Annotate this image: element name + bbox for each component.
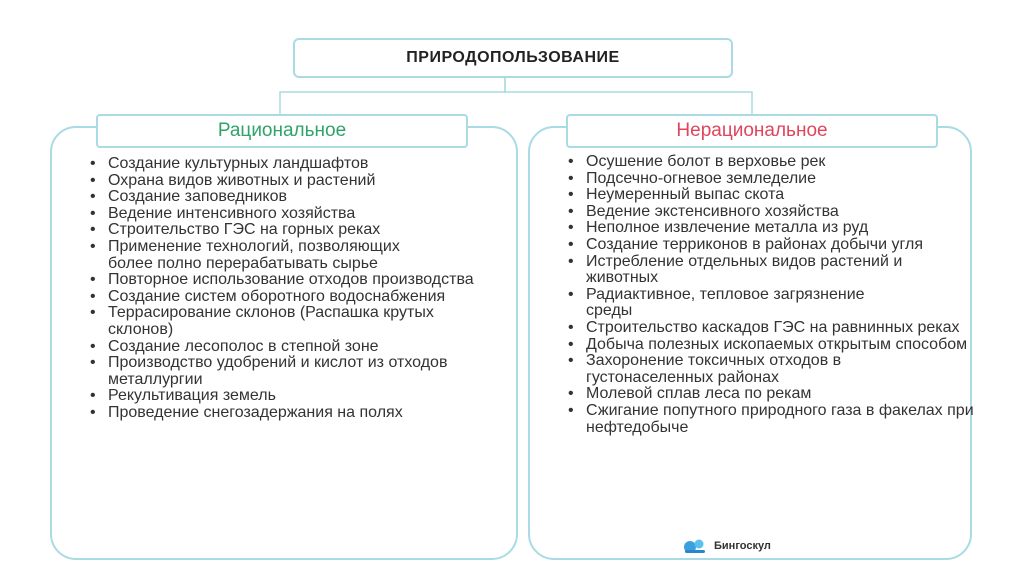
irrational-item: • Создание терриконов в районах добычи угля bbox=[562, 237, 966, 254]
rational-list bbox=[84, 156, 514, 422]
irrational-item: • Сжигание попутного природного газа в факелах при нефтедобыче bbox=[562, 403, 976, 436]
irrational-list bbox=[562, 153, 974, 436]
rational-item: • Применение технологий, позволяющих более полно перерабатывать сырье bbox=[84, 239, 438, 272]
rational-item: • Охрана видов животных и растений bbox=[84, 173, 408, 190]
rational-item: • Создание лесополос в степной зоне bbox=[84, 339, 488, 356]
connector-to-irrational bbox=[505, 78, 752, 114]
irrational-item: • Захоронение токсичных отходов в густонаселенных районах bbox=[562, 353, 966, 386]
bingoskul-logo-icon bbox=[682, 538, 708, 554]
irrational-item: • Ведение экстенсивного хозяйства bbox=[562, 204, 896, 221]
rational-item: • Повторное использование отходов производства bbox=[84, 272, 514, 289]
irrational-item: • Осушение болот в верховье рек bbox=[562, 154, 966, 171]
rational-item: • Строительство ГЭС на горных реках bbox=[84, 222, 468, 239]
irrational-item: • Молевой сплав леса по рекам bbox=[562, 386, 966, 403]
irrational-item: • Строительство каскадов ГЭС на равнинных реках bbox=[562, 320, 966, 337]
irrational-item: • Добыча полезных ископаемых открытым способом bbox=[562, 337, 971, 354]
diagram-title: ПРИРОДОПОЛЬЗОВАНИЕ bbox=[293, 38, 733, 78]
rational-item: • Проведение снегозадержания на полях bbox=[84, 405, 508, 422]
irrational-item: • Радиактивное, тепловое загрязнение среды bbox=[562, 287, 906, 320]
brand-watermark bbox=[682, 538, 771, 554]
rational-item: • Создание заповедников bbox=[84, 189, 514, 206]
rational-item: • Рекультивация земель bbox=[84, 388, 514, 405]
rational-heading: Рациональное bbox=[96, 114, 468, 148]
irrational-item: • Неумеренный выпас скота bbox=[562, 187, 966, 204]
irrational-heading: Нерациональное bbox=[566, 114, 938, 148]
connector-to-rational bbox=[280, 78, 505, 114]
brand-name: Бингоскул bbox=[714, 540, 771, 552]
rational-item: • Создание культурных ландшафтов bbox=[84, 156, 514, 173]
irrational-item: • Подсечно-огневое земледелие bbox=[562, 171, 966, 188]
rational-item: • Производство удобрений и кислот из отходов металлургии bbox=[84, 355, 514, 388]
rational-item: • Террасирование склонов (Распашка крутых склонов) bbox=[84, 305, 438, 338]
rational-item: • Ведение интенсивного хозяйства bbox=[84, 206, 514, 223]
irrational-item: • Неполное извлечение металла из руд bbox=[562, 220, 976, 237]
rational-item: • Создание систем оборотного водоснабжения bbox=[84, 289, 468, 306]
irrational-item: • Истребление отдельных видов растений и животных bbox=[562, 254, 976, 287]
